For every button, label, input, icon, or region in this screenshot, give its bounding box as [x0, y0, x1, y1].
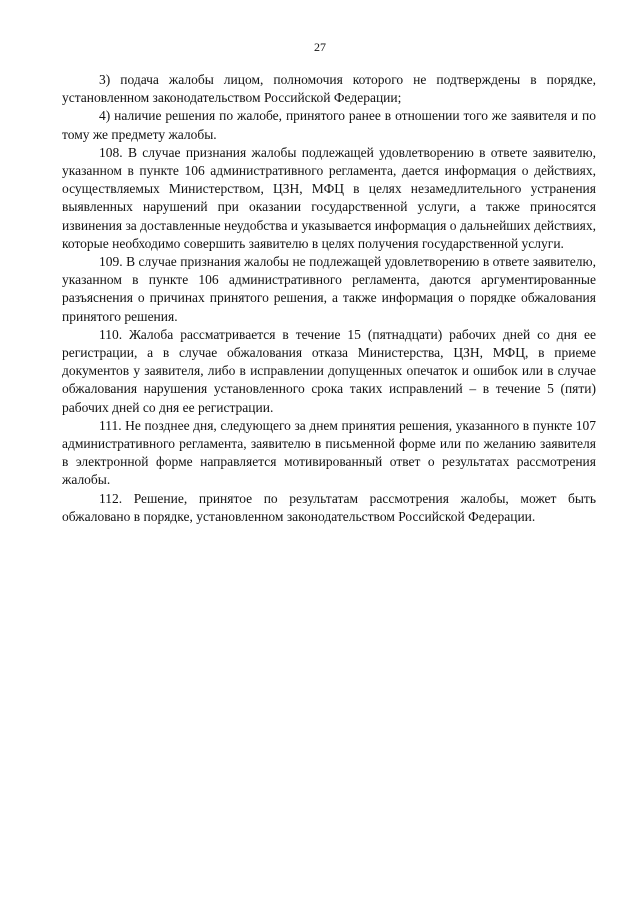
paragraph-item-4: 4) наличие решения по жалобе, принятого ранее в отношении того же заявителя и по тому же предмету жалобы.: [62, 108, 596, 142]
paragraph-108: 108. В случае признания жалобы подлежащей удовлетворению в ответе заявителю, указанном в пункте 106 административного регламента, дается информация о действиях, осуществляемых Министерством, ЦЗН, МФЦ в целях незамедлительного устранения выявленных нарушений при оказании государственной услуги, а также приносятся извинения за доставленные неудобства и указывается информация о дальнейших действиях, которые необходимо совершить заявителю в целях получения государственной услуги.: [62, 144, 596, 251]
page-number: 27: [314, 40, 326, 54]
paragraph-111: 111. Не позднее дня, следующего за днем принятия решения, указанного в пункте 107 административного регламента, заявителю в письменной форме или по желанию заявителя в электронной форме направляется мотивированный ответ о результатах рассмотрения жалобы.: [62, 417, 596, 488]
paragraph-112: 112. Решение, принятое по результатам рассмотрения жалобы, может быть обжаловано в порядке, установленном законодательством Российской Федерации.: [62, 490, 596, 524]
paragraph-110: 110. Жалоба рассматривается в течение 15 (пятнадцати) рабочих дней со дня ее регистрации, а в случае обжалования отказа Министерства, ЦЗН, МФЦ, в приеме документов у заявителя, либо в исправлении допущенных опечаток и ошибок или в случае обжалования нарушения установленного срока таких исправлений – в течение 5 (пяти) рабочих дней со дня ее регистрации.: [62, 326, 596, 415]
paragraph-item-3: 3) подача жалобы лицом, полномочия которого не подтверждены в порядке, установленном законодательством Российской Федерации;: [62, 72, 596, 106]
document-body: [62, 71, 596, 526]
paragraph-109: 109. В случае признания жалобы не подлежащей удовлетворению в ответе заявителю, указанном в пункте 106 административного регламента, даются аргументированные разъяснения о причинах принятого решения, а также информация о порядке обжалования принятого решения.: [62, 254, 596, 324]
